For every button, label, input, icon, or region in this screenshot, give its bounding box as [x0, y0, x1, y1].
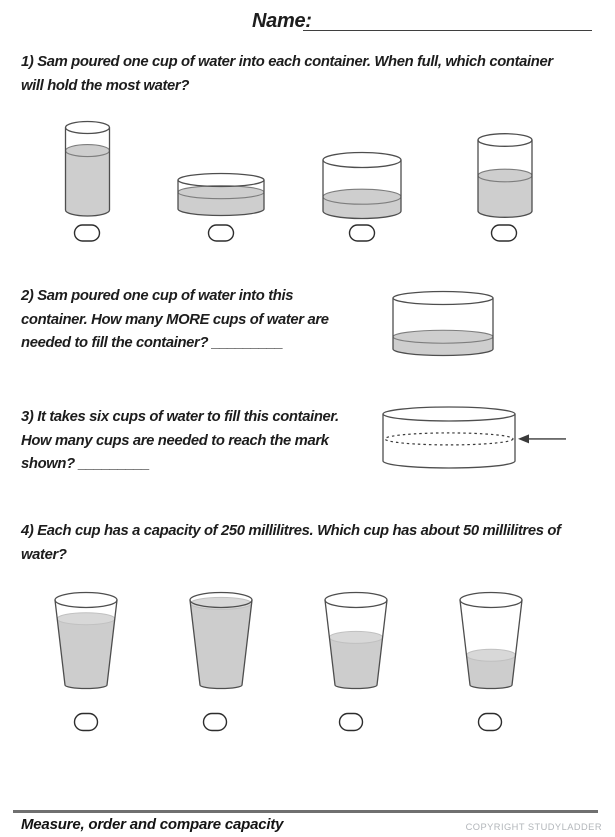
cup-outline — [55, 600, 117, 689]
answer-oval[interactable] — [479, 714, 502, 731]
container-outline — [66, 128, 110, 217]
question-4-line-1: 4) Each cup has a capacity of 250 millilitres. Which cup has about 50 millilitres of — [21, 523, 561, 539]
question-2-line-1: 2) Sam poured one cup of water into this — [21, 288, 294, 304]
answer-oval[interactable] — [209, 225, 234, 241]
answer-oval[interactable] — [492, 225, 517, 241]
cup-outline — [460, 600, 522, 689]
water-body — [178, 192, 264, 215]
water-surface — [467, 649, 516, 661]
cup-outline — [325, 600, 387, 689]
water-surface — [393, 330, 493, 343]
water-body — [57, 619, 115, 689]
cup-rim-outline — [55, 593, 117, 608]
cup-outline — [190, 600, 252, 689]
cup-rim-fill — [55, 593, 117, 608]
container-outline — [323, 160, 401, 219]
question-3-text — [21, 406, 339, 477]
water-surface — [323, 189, 401, 204]
water-surface — [66, 145, 110, 157]
water-body — [329, 637, 382, 688]
water-body — [190, 603, 251, 688]
question-1-text — [21, 51, 553, 98]
name-input-line[interactable] — [303, 12, 592, 31]
q2-wide-container — [393, 292, 493, 356]
q4-cup-d — [460, 593, 522, 689]
container-rim-outline — [66, 122, 110, 134]
q3-short-wide-container — [383, 407, 515, 468]
water-surface — [329, 631, 382, 643]
footer-divider — [13, 810, 598, 813]
question-3-line-2: How many cups are needed to reach the mark — [21, 432, 329, 449]
answer-oval[interactable] — [204, 714, 227, 731]
container-rim-fill — [178, 174, 264, 187]
question-4-text — [21, 520, 561, 567]
container-rim-outline — [323, 153, 401, 168]
q1-short-wide-container-2 — [178, 174, 264, 216]
container-rim-outline — [383, 407, 515, 421]
container-outline — [393, 298, 493, 356]
container-rim-fill — [383, 407, 515, 421]
question-3-line-1: 3) It takes six cups of water to fill this container. — [21, 409, 339, 425]
q4-cup-a — [55, 593, 117, 689]
question-3-line-3: shown? _________ — [21, 456, 150, 472]
water-surface — [190, 597, 251, 609]
water-body — [66, 151, 110, 216]
water-body — [478, 176, 532, 218]
container-rim-outline — [478, 134, 532, 147]
water-surface — [478, 169, 532, 182]
q1-tall-narrow-container-1 — [66, 122, 110, 217]
question-2-line-2: container. How many MORE cups of water are — [21, 311, 329, 328]
question-1-line-1: 1) Sam poured one cup of water into each container. When full, which container — [21, 54, 553, 70]
q4-cup-c — [325, 593, 387, 689]
question-2-text — [21, 285, 329, 356]
name-label: Name: — [252, 10, 312, 32]
cup-rim-outline — [460, 593, 522, 608]
q1-medium-container-4 — [478, 134, 532, 218]
container-rim-outline — [178, 174, 264, 187]
water-body — [323, 197, 401, 219]
answer-oval[interactable] — [350, 225, 375, 241]
question-2-line-3: needed to fill the container? _________ — [21, 335, 283, 351]
cup-rim-fill — [325, 593, 387, 608]
container-outline — [178, 180, 264, 216]
footer-title: Measure, order and compare capacity — [21, 816, 284, 833]
container-rim-outline — [393, 292, 493, 305]
cup-rim-fill — [460, 593, 522, 608]
cup-rim-fill — [190, 593, 252, 608]
container-outline — [383, 414, 515, 468]
answer-oval[interactable] — [75, 714, 98, 731]
arrow-head-icon — [518, 434, 529, 443]
question-4-line-2: water? — [21, 546, 67, 563]
cup-rim-outline — [190, 593, 252, 608]
q4-cup-b — [190, 593, 252, 689]
container-rim-fill — [393, 292, 493, 305]
footer-copyright: COPYRIGHT STUDYLADDER — [465, 822, 602, 832]
answer-oval[interactable] — [75, 225, 100, 241]
q1-wide-container-3 — [323, 153, 401, 219]
container-outline — [478, 140, 532, 217]
water-body — [467, 655, 516, 688]
container-rim-fill — [323, 153, 401, 168]
water-body — [393, 337, 493, 356]
fill-mark-dotted-ellipse — [385, 433, 513, 445]
answer-oval[interactable] — [340, 714, 363, 731]
water-surface — [178, 186, 264, 199]
container-rim-fill — [66, 122, 110, 134]
water-surface — [57, 613, 115, 625]
question-1-line-2: will hold the most water? — [21, 77, 190, 94]
container-rim-fill — [478, 134, 532, 147]
cup-rim-outline — [325, 593, 387, 608]
